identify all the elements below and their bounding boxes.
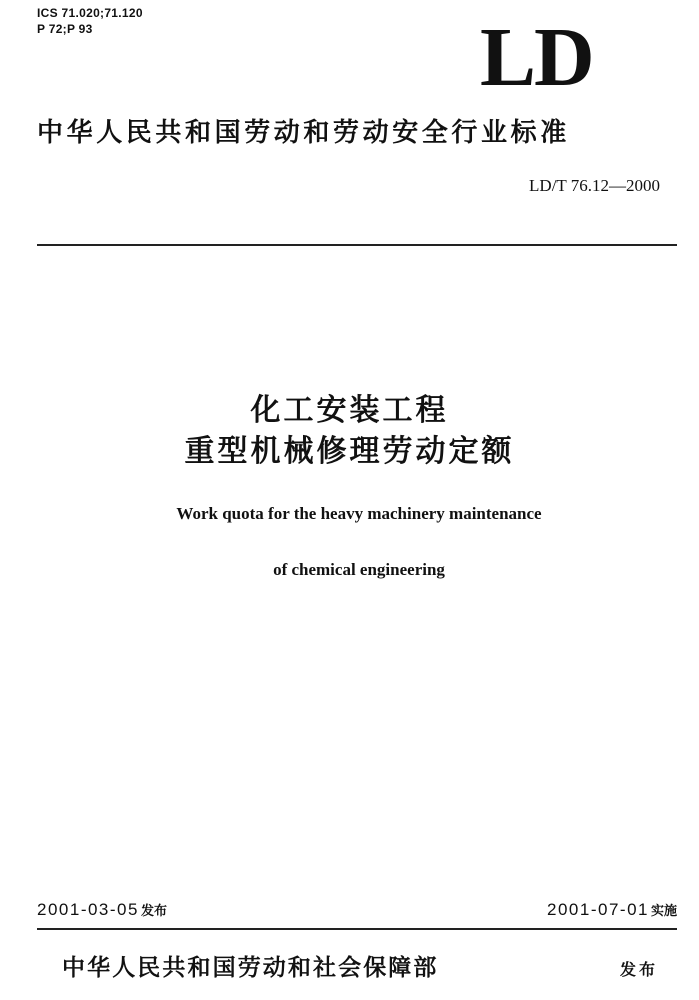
english-title-line-1: Work quota for the heavy machinery maintenance <box>176 504 542 523</box>
ld-logo: LD <box>480 11 593 104</box>
english-title-line-2: of chemical engineering <box>273 560 445 579</box>
implementation-date-block <box>547 900 677 920</box>
implementation-label: 实施 <box>650 904 677 919</box>
issue-date: 2001-03-05 <box>37 900 139 919</box>
ics-code: ICS 71.020;71.120 <box>37 6 143 20</box>
top-divider <box>37 244 677 246</box>
chinese-title-line-2: 重型机械修理劳动定额 <box>184 434 515 469</box>
issuing-ministry: 中华人民共和国劳动和社会保障部 <box>62 955 439 981</box>
issue-label: 发布 <box>140 904 167 919</box>
issue-date-block <box>37 900 167 920</box>
ccs-code: P 72;P 93 <box>37 22 93 36</box>
bottom-divider <box>37 928 677 930</box>
standard-number: LD/T 76.12—2000 <box>529 176 660 195</box>
chinese-title-line-1: 化工安装工程 <box>250 393 449 428</box>
industry-standard-title: 中华人民共和国劳动和劳动安全行业标准 <box>37 118 570 148</box>
publish-label: 发布 <box>620 960 659 979</box>
implementation-date: 2001-07-01 <box>547 900 649 919</box>
